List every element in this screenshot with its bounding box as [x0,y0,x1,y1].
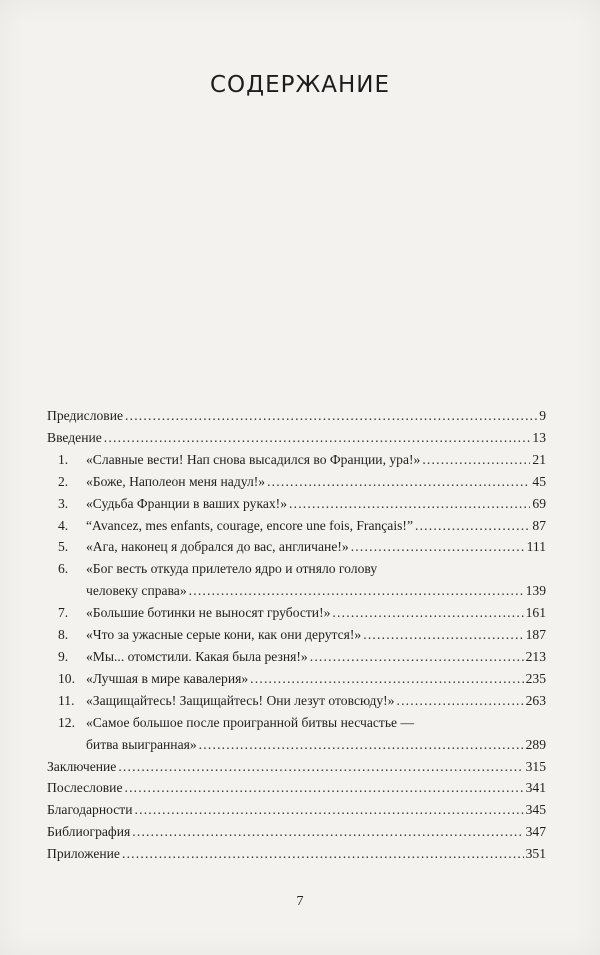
toc-entry-text: Благодарности [47,802,133,818]
toc-entry-preface [47,405,546,427]
toc-entry-text: «Что за ужасные серые кони, как они дерутся!» [86,627,362,643]
toc-entry-page: 69 [532,495,546,511]
dot-leader [310,646,524,668]
toc-entry-chapter-7 [47,602,546,624]
toc-entry-chapter-10 [47,668,546,690]
toc-entry-page: 235 [525,670,546,686]
toc-entry-text: «Мы... отомстили. Какая была резня!» [86,648,308,664]
toc-entry-text: «Защищайтесь! Защищайтесь! Они лезут отовсюду!» [86,692,395,708]
chapter-number: 1. [58,451,69,467]
dot-leader [124,777,523,799]
chapter-number: 2. [58,473,69,489]
toc-entry-chapter-11 [47,690,546,712]
toc-entry-chapter-1 [47,449,546,471]
toc-entry-appendix [47,843,546,865]
dot-leader [363,624,523,646]
toc-entry-page: 347 [525,824,546,840]
dot-leader [135,799,524,821]
chapter-number: 5. [58,539,69,555]
dot-leader [122,843,524,865]
toc-entry-page: 161 [525,605,546,621]
dot-leader [267,471,530,493]
toc-entry-text: «Лучшая в мире кавалерия» [86,670,249,686]
toc-entry-acknowledgements [47,799,546,821]
dot-leader [415,515,530,537]
chapter-number: 10. [58,670,75,686]
toc-entry-page: 351 [525,846,546,862]
toc-entry-text: Предисловие [47,408,124,423]
dot-leader [289,493,530,515]
toc-entry-text: «Самое большое после проигранной битвы несчастье — [86,714,415,730]
toc-entry-chapter-9 [47,646,546,668]
toc-entry-chapter-12-line-2 [47,734,546,756]
page-title: СОДЕРЖАНИЕ [209,72,391,98]
toc-entry-text: «Бог весть откуда прилетело ядро и отняло голову [86,561,378,577]
toc-entry-chapter-3 [47,493,546,515]
toc-entry-page: 13 [532,429,546,445]
dot-leader [118,756,523,778]
chapter-number: 12. [58,714,75,730]
toc-entry-text: Приложение [47,846,120,862]
toc-entry-chapter-5 [47,536,546,558]
toc-entry-text: Библиография [47,824,131,840]
toc-entry-page: 111 [526,539,546,555]
toc-entry-page: 213 [525,648,546,664]
toc-entry-chapter-12-line-1 [47,712,546,734]
dot-leader [189,580,524,602]
toc-entry-page: 139 [525,583,546,599]
toc-entry-page: 87 [532,517,546,533]
chapter-number: 9. [58,648,69,664]
dot-leader [250,668,523,690]
toc-entry-afterword [47,777,546,799]
toc-entry-page: 187 [525,627,546,643]
toc-entry-chapter-6-line-2 [47,580,546,602]
toc-entry-page: 9 [539,408,546,423]
dot-leader [351,536,525,558]
toc-entry-text: Заключение [47,758,117,774]
toc-entry-page: 341 [525,780,546,796]
chapter-number: 6. [58,561,69,577]
toc-entry-text: человеку справа» [86,583,187,599]
toc-entry-text: Введение [47,429,102,445]
toc-entry-text: «Судьба Франции в ваших руках!» [86,495,287,511]
toc-entry-chapter-4 [47,515,546,537]
dot-leader [422,449,530,471]
dot-leader [132,821,523,843]
toc-entry-page: 263 [525,692,546,708]
toc-entry-text: «Боже, Наполеон меня надул!» [86,473,266,489]
dot-leader [104,427,531,449]
toc-entry-page: 289 [525,736,546,752]
toc-entry-bibliography [47,821,546,843]
toc-entry-text: битва выигранная» [86,736,197,752]
toc-entry-page: 45 [532,473,546,489]
chapter-number: 11. [58,692,75,708]
toc-entry-text: “Avancez, mes enfants, courage, encore une fois, Français!” [86,517,413,533]
toc-entry-introduction [47,427,546,449]
toc-entry-page: 345 [525,802,546,818]
chapter-number: 3. [58,495,69,511]
dot-leader [125,405,537,427]
toc-entry-chapter-6-line-1 [47,558,546,580]
dot-leader [199,734,524,756]
table-of-contents [47,405,546,865]
toc-entry-text: «Славные вести! Нап снова высадился во Франции, ура!» [86,451,421,467]
toc-entry-chapter-2 [47,471,546,493]
toc-entry-conclusion [47,756,546,778]
toc-entry-text: Послесловие [47,780,123,796]
toc-entry-text: «Большие ботинки не выносят грубости!» [86,605,331,621]
chapter-number: 4. [58,517,69,533]
toc-entry-page: 315 [525,758,546,774]
toc-entry-page: 21 [532,451,546,467]
page-number: 7 [296,894,304,909]
chapter-number: 7. [58,605,69,621]
toc-entry-text: «Ага, наконец я добрался до вас, англичане!» [86,539,349,555]
chapter-number: 8. [58,627,69,643]
dot-leader [332,602,523,624]
dot-leader [396,690,523,712]
toc-entry-chapter-8 [47,624,546,646]
